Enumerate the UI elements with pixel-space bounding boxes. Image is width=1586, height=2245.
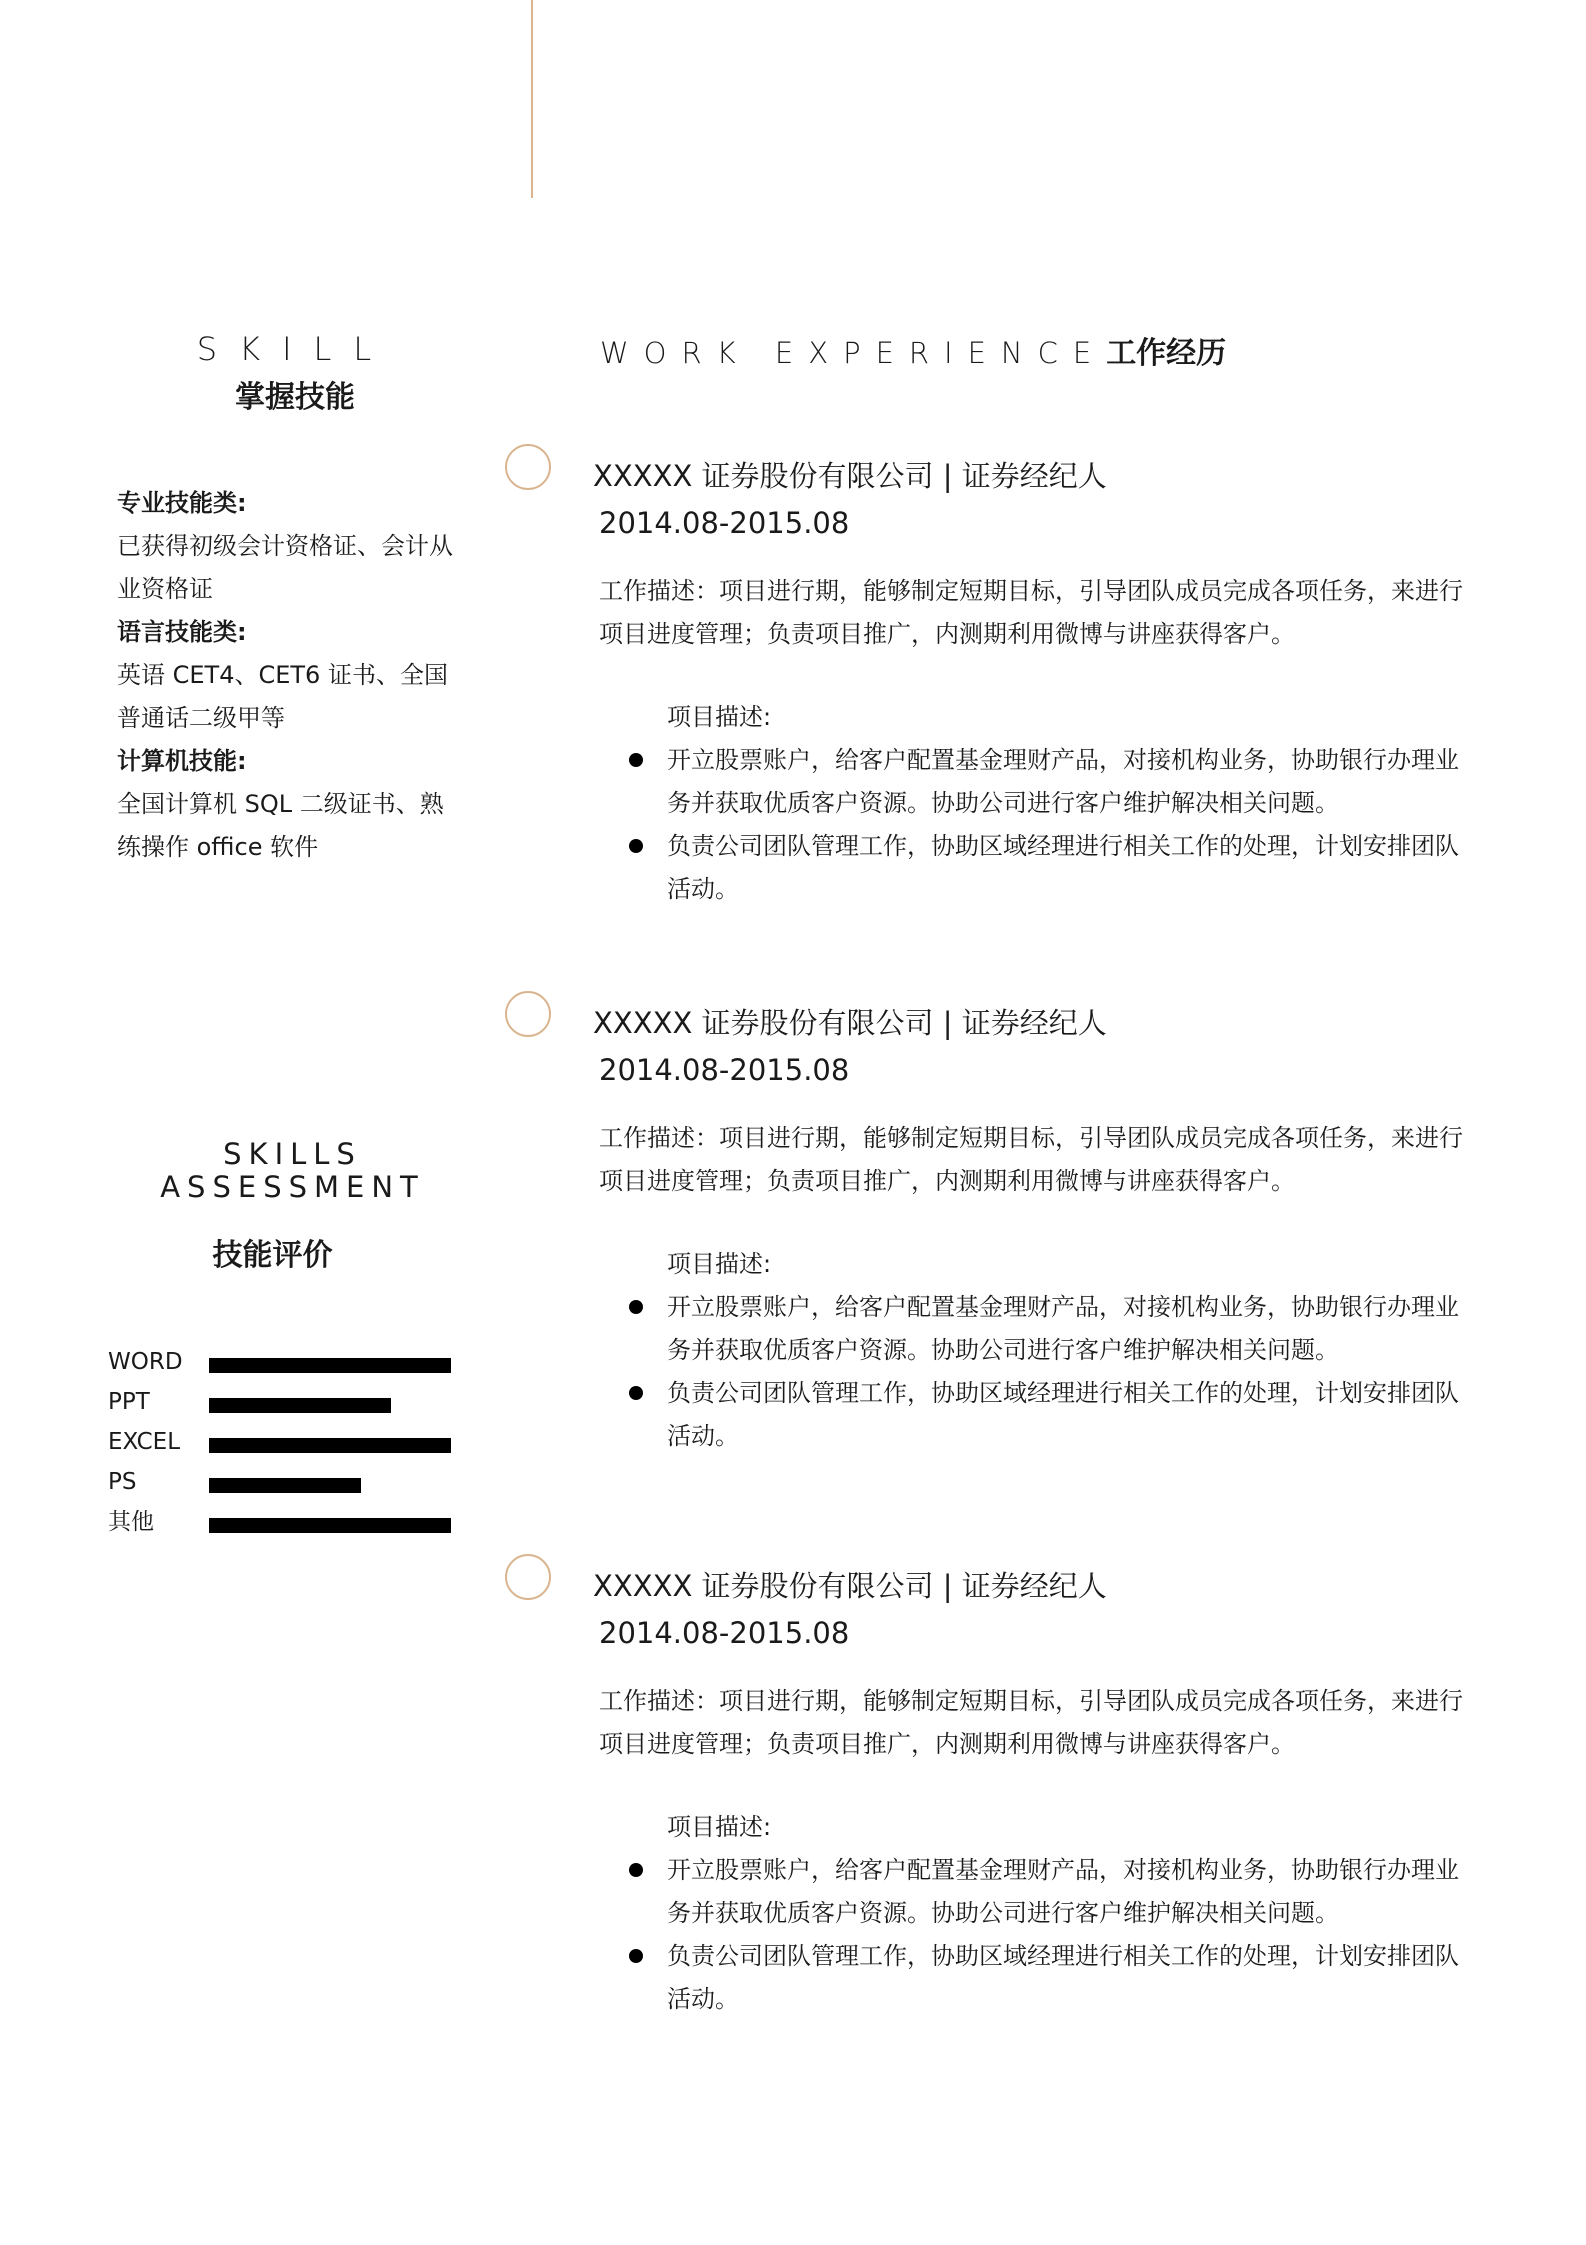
- timeline-circle-icon: [505, 1554, 551, 1600]
- work-title-cn: 工作经历: [1106, 336, 1227, 371]
- work-experience-heading: [600, 328, 1226, 372]
- project-label: 项目描述:: [667, 1250, 772, 1278]
- bullet-text: 开立股票账户，给客户配置基金理财产品，对接机构业务，协助银行办理业务并获取优质客户资源。协助公司进行客户维护解决相关问题。: [667, 1293, 1459, 1364]
- project-label: 项目描述:: [667, 1813, 772, 1841]
- skill-bar: [209, 1358, 451, 1373]
- bullet-text: 负责公司团队管理工作，协助区域经理进行相关工作的处理，计划安排团队活动。: [667, 832, 1459, 903]
- bullet-dot-icon: [629, 1949, 643, 1963]
- job-date: 2014.08-2015.08: [599, 506, 850, 540]
- skill-bar-label: EXCEL: [108, 1429, 181, 1455]
- skill-text: 已获得初级会计资格证、会计从业资格证: [117, 532, 453, 603]
- assessment-title-cn: 技能评价: [212, 1238, 333, 1273]
- job-title: XXXXX 证券股份有限公司 | 证券经纪人: [593, 1006, 1107, 1040]
- job-description: 工作描述：项目进行期，能够制定短期目标，引导团队成员完成各项任务，来进行项目进度管理；负责项目推广，内测期利用微博与讲座获得客户。: [599, 1124, 1463, 1195]
- assessment-title-line2: ASSESSMENT: [160, 1170, 425, 1204]
- bullet-item: [667, 739, 1469, 825]
- skill-bar: [209, 1518, 451, 1533]
- timeline-line: [531, 0, 533, 198]
- bullet-dot-icon: [629, 1386, 643, 1400]
- skill-bar-label: 其他: [108, 1509, 154, 1535]
- project-label: 项目描述:: [667, 703, 772, 731]
- work-title-en: WORK EXPERIENCE: [600, 336, 1107, 370]
- skill-bar: [209, 1478, 361, 1493]
- bullet-item: [667, 825, 1469, 911]
- project-bullets: [667, 1286, 1469, 1458]
- assessment-title-en: [110, 1138, 475, 1204]
- bullet-item: [667, 1935, 1469, 2021]
- bullet-text: 负责公司团队管理工作，协助区域经理进行相关工作的处理，计划安排团队活动。: [667, 1942, 1459, 2013]
- skill-bar-row: [108, 1386, 458, 1426]
- project-bullets: [667, 1849, 1469, 2021]
- bullet-dot-icon: [629, 753, 643, 767]
- skill-list: [117, 482, 457, 869]
- assessment-title-line1: SKILLS: [223, 1137, 362, 1171]
- skill-bar-row: [108, 1426, 458, 1466]
- bullet-dot-icon: [629, 1863, 643, 1877]
- bullet-item: [667, 1286, 1469, 1372]
- bullet-dot-icon: [629, 839, 643, 853]
- skill-bars: [108, 1346, 458, 1546]
- project-bullets: [667, 739, 1469, 911]
- skill-title-en: SKILL: [196, 330, 394, 368]
- skill-bar-row: [108, 1506, 458, 1546]
- job-title: XXXXX 证券股份有限公司 | 证券经纪人: [593, 1569, 1107, 1603]
- timeline-circle-icon: [505, 444, 551, 490]
- bullet-item: [667, 1372, 1469, 1458]
- skill-title-cn: 掌握技能: [235, 380, 355, 415]
- bullet-item: [667, 1849, 1469, 1935]
- skill-category: 语言技能类:: [117, 618, 247, 646]
- bullet-dot-icon: [629, 1300, 643, 1314]
- job-date: 2014.08-2015.08: [599, 1616, 850, 1650]
- skill-bar-label: WORD: [108, 1349, 183, 1375]
- skill-text: 英语 CET4、CET6 证书、全国普通话二级甲等: [117, 661, 448, 732]
- bullet-text: 开立股票账户，给客户配置基金理财产品，对接机构业务，协助银行办理业务并获取优质客户资源。协助公司进行客户维护解决相关问题。: [667, 1856, 1459, 1927]
- skill-bar-label: PPT: [108, 1389, 150, 1415]
- skill-category: 计算机技能:: [117, 747, 247, 775]
- skill-bar: [209, 1398, 391, 1413]
- skill-category: 专业技能类:: [117, 489, 247, 517]
- bullet-text: 负责公司团队管理工作，协助区域经理进行相关工作的处理，计划安排团队活动。: [667, 1379, 1459, 1450]
- timeline-circle-icon: [505, 991, 551, 1037]
- skill-bar: [209, 1438, 451, 1453]
- skill-bar-row: [108, 1346, 458, 1386]
- skill-text: 全国计算机 SQL 二级证书、熟练操作 office 软件: [117, 790, 444, 861]
- job-description: 工作描述：项目进行期，能够制定短期目标，引导团队成员完成各项任务，来进行项目进度管理；负责项目推广，内测期利用微博与讲座获得客户。: [599, 1687, 1463, 1758]
- job-date: 2014.08-2015.08: [599, 1053, 850, 1087]
- bullet-text: 开立股票账户，给客户配置基金理财产品，对接机构业务，协助银行办理业务并获取优质客户资源。协助公司进行客户维护解决相关问题。: [667, 746, 1459, 817]
- job-description: 工作描述：项目进行期，能够制定短期目标，引导团队成员完成各项任务，来进行项目进度管理；负责项目推广，内测期利用微博与讲座获得客户。: [599, 577, 1463, 648]
- job-title: XXXXX 证券股份有限公司 | 证券经纪人: [593, 459, 1107, 493]
- skill-bar-label: PS: [108, 1469, 137, 1495]
- skill-bar-row: [108, 1466, 458, 1506]
